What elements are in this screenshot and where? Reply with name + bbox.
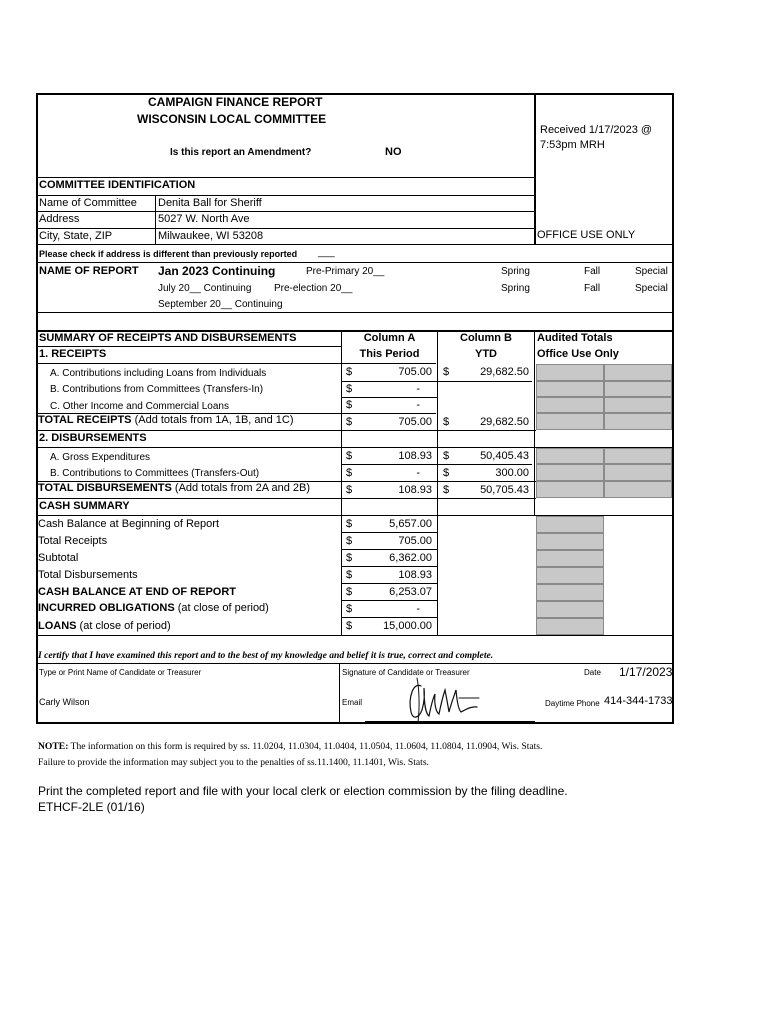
audited-header-2: Office Use Only: [537, 348, 619, 360]
audited-box: [536, 533, 604, 550]
dollar-sign: $: [443, 484, 450, 496]
audited-box: [604, 481, 672, 498]
total-receipts-col-a[interactable]: 705.00: [398, 416, 432, 428]
spring-option-1[interactable]: Spring: [501, 266, 530, 277]
receipt-a-label: A. Contributions including Loans from Individuals: [50, 368, 267, 379]
audited-box: [604, 381, 672, 397]
column-a-header-1: Column A: [363, 332, 416, 344]
date-label: Date: [584, 668, 601, 677]
beginning-balance-label: Cash Balance at Beginning of Report: [38, 518, 220, 530]
loans-note: (at close of period): [76, 620, 171, 632]
failure-text: Failure to provide the information may subject you to the penalties of ss.11.1400, 11.1401, Wis. Stats.: [38, 757, 429, 768]
column-a-header-2: This Period: [359, 348, 420, 360]
disbursement-a-col-b[interactable]: 50,405.43: [480, 450, 529, 462]
form-title-line2: WISCONSIN LOCAL COMMITTEE: [137, 112, 327, 126]
note-line: [38, 741, 542, 752]
audited-box: [604, 448, 672, 464]
loans-value[interactable]: 15,000.00: [383, 620, 432, 632]
audited-box: [604, 364, 672, 381]
receipt-c-label: C. Other Income and Commercial Loans: [50, 401, 229, 412]
receipt-b-col-a[interactable]: -: [416, 383, 420, 395]
incurred-obligations-label: [38, 602, 269, 614]
address-check-label: Please check if address is different than previously reported: [39, 249, 298, 259]
incurred-obligations-bold: INCURRED OBLIGATIONS: [38, 602, 175, 614]
total-receipts-cash-value[interactable]: 705.00: [398, 535, 432, 547]
committee-name-label: Name of Committee: [39, 197, 137, 209]
email-label: Email: [342, 698, 363, 707]
audited-box: [536, 618, 604, 635]
fall-option-1[interactable]: Fall: [584, 266, 601, 277]
received-stamp-line2: 7:53pm MRH: [540, 139, 605, 151]
total-disbursements-cash-value[interactable]: 108.93: [398, 569, 432, 581]
disbursements-title: 2. DISBURSEMENTS: [39, 432, 147, 444]
filing-instruction: Print the completed report and file with your local clerk or election commission by the filing deadline.: [38, 784, 568, 798]
printed-name-field[interactable]: Carly Wilson: [39, 697, 90, 707]
september-option[interactable]: September 20__ Continuing: [158, 299, 283, 310]
total-disbursements-note: (Add totals from 2A and 2B): [171, 482, 311, 494]
incurred-obligations-note: (at close of period): [174, 602, 269, 614]
column-b-header-1: Column B: [460, 332, 512, 344]
total-disbursements-cash-label: Total Disbursements: [38, 569, 138, 581]
committee-section-title: COMMITTEE IDENTIFICATION: [39, 179, 196, 191]
ending-balance-value[interactable]: 6,253.07: [389, 586, 432, 598]
disbursement-a-col-a[interactable]: 108.93: [398, 450, 432, 462]
receipt-c-col-a[interactable]: -: [416, 399, 420, 411]
audited-box: [536, 464, 604, 481]
dollar-sign: $: [346, 586, 353, 598]
column-b-header-2: YTD: [475, 348, 497, 360]
dollar-sign: $: [346, 484, 353, 496]
handwritten-signature[interactable]: [405, 676, 485, 724]
audited-box: [536, 516, 604, 533]
dollar-sign: $: [346, 450, 353, 462]
subtotal-label: Subtotal: [38, 552, 79, 564]
total-disbursements-bold: TOTAL DISBURSEMENTS: [38, 482, 172, 494]
dollar-sign: $: [346, 552, 353, 564]
form-id: ETHCF-2LE (01/16): [38, 800, 145, 814]
dollar-sign: $: [346, 416, 353, 428]
date-field[interactable]: 1/17/2023: [619, 665, 673, 679]
ending-balance-label: CASH BALANCE AT END OF REPORT: [38, 586, 236, 598]
dollar-sign: $: [346, 535, 353, 547]
audited-box: [604, 413, 672, 430]
audited-box: [536, 567, 604, 584]
special-option-1[interactable]: Special: [635, 266, 668, 277]
fall-option-2[interactable]: Fall: [584, 283, 601, 294]
city-label: City, State, ZIP: [39, 230, 113, 242]
audited-box: [536, 413, 604, 430]
disbursement-b-col-a[interactable]: -: [416, 467, 420, 479]
total-disbursements-label: [38, 482, 310, 494]
received-stamp-line1: Received 1/17/2023 @: [540, 124, 653, 136]
receipt-a-col-b[interactable]: 29,682.50: [480, 366, 529, 378]
total-receipts-cash-label: Total Receipts: [38, 535, 108, 547]
disbursement-b-label: B. Contributions to Committees (Transfers-Out): [50, 468, 260, 479]
committee-name-field[interactable]: Denita Ball for Sheriff: [158, 197, 262, 209]
dollar-sign: $: [346, 603, 353, 615]
report-name-label: NAME OF REPORT: [39, 265, 139, 277]
dollar-sign: $: [346, 467, 353, 479]
dollar-sign: $: [443, 366, 450, 378]
amendment-answer[interactable]: NO: [385, 146, 402, 158]
audited-box: [604, 464, 672, 481]
audited-box: [604, 397, 672, 413]
audited-box: [536, 584, 604, 601]
disbursement-b-col-b[interactable]: 300.00: [495, 467, 529, 479]
receipt-b-label: B. Contributions from Committees (Transfers-In): [50, 384, 264, 395]
receipts-title: 1. RECEIPTS: [39, 348, 107, 360]
receipt-a-col-a[interactable]: 705.00: [398, 366, 432, 378]
city-field[interactable]: Milwaukee, WI 53208: [158, 230, 264, 242]
certification-statement: I certify that I have examined this report and to the best of my knowledge and belief it is true, correct and complete.: [38, 650, 494, 661]
beginning-balance-value[interactable]: 5,657.00: [389, 518, 432, 530]
pre-primary-option[interactable]: Pre-Primary 20__: [306, 266, 385, 277]
special-option-2[interactable]: Special: [635, 283, 668, 294]
audited-box: [536, 381, 604, 397]
dollar-sign: $: [346, 383, 353, 395]
loans-label: [38, 620, 171, 632]
dollar-sign: $: [346, 569, 353, 581]
note-text: The information on this form is required by ss. 11.0204, 11.0304, 11.0404, 11.0504, 11.0604, 11.0804, 11.0904, Wis. Stats.: [68, 741, 543, 752]
dollar-sign: $: [443, 450, 450, 462]
office-use-label: OFFICE USE ONLY: [537, 229, 636, 241]
address-check-box[interactable]: ___: [318, 247, 335, 258]
total-receipts-note: (Add totals from 1A, 1B, and 1C): [131, 414, 294, 426]
printed-name-label: Type or Print Name of Candidate or Treasurer: [39, 668, 202, 677]
loans-bold: LOANS: [38, 620, 77, 632]
dollar-sign: $: [346, 399, 353, 411]
total-disbursements-col-b[interactable]: 50,705.43: [480, 484, 529, 496]
dollar-sign: $: [443, 467, 450, 479]
note-bold: NOTE:: [38, 741, 69, 752]
pre-election-option[interactable]: Pre-election 20__: [274, 283, 353, 294]
total-receipts-bold: TOTAL RECEIPTS: [38, 414, 132, 426]
audited-box: [536, 550, 604, 567]
form-title-line1: CAMPAIGN FINANCE REPORT: [148, 95, 323, 109]
audited-box: [536, 481, 604, 498]
dollar-sign: $: [346, 366, 353, 378]
audited-header-1: Audited Totals: [537, 332, 613, 344]
subtotal-value[interactable]: 6,362.00: [389, 552, 432, 564]
summary-title: SUMMARY OF RECEIPTS AND DISBURSEMENTS: [39, 332, 297, 344]
address-field[interactable]: 5027 W. North Ave: [158, 213, 250, 225]
audited-box: [536, 601, 604, 618]
july-option[interactable]: July 20__ Continuing: [158, 283, 252, 294]
phone-field[interactable]: 414-344-1733: [604, 695, 673, 707]
spring-option-2[interactable]: Spring: [501, 283, 530, 294]
dollar-sign: $: [443, 416, 450, 428]
phone-label: Daytime Phone: [545, 699, 600, 708]
cash-summary-title: CASH SUMMARY: [39, 500, 130, 512]
total-receipts-label: [38, 414, 294, 426]
signature-label: Signature of Candidate or Treasurer: [342, 668, 470, 677]
report-name-value[interactable]: Jan 2023 Continuing: [158, 264, 276, 278]
amendment-question: Is this report an Amendment?: [170, 147, 312, 158]
audited-box: [536, 397, 604, 413]
audited-box: [536, 448, 604, 464]
dollar-sign: $: [346, 620, 353, 632]
total-disbursements-col-a[interactable]: 108.93: [398, 484, 432, 496]
incurred-obligations-value[interactable]: -: [416, 603, 420, 615]
dollar-sign: $: [346, 518, 353, 530]
audited-box: [536, 364, 604, 381]
total-receipts-col-b[interactable]: 29,682.50: [480, 416, 529, 428]
address-label: Address: [39, 213, 80, 225]
disbursement-a-label: A. Gross Expenditures: [50, 452, 151, 463]
